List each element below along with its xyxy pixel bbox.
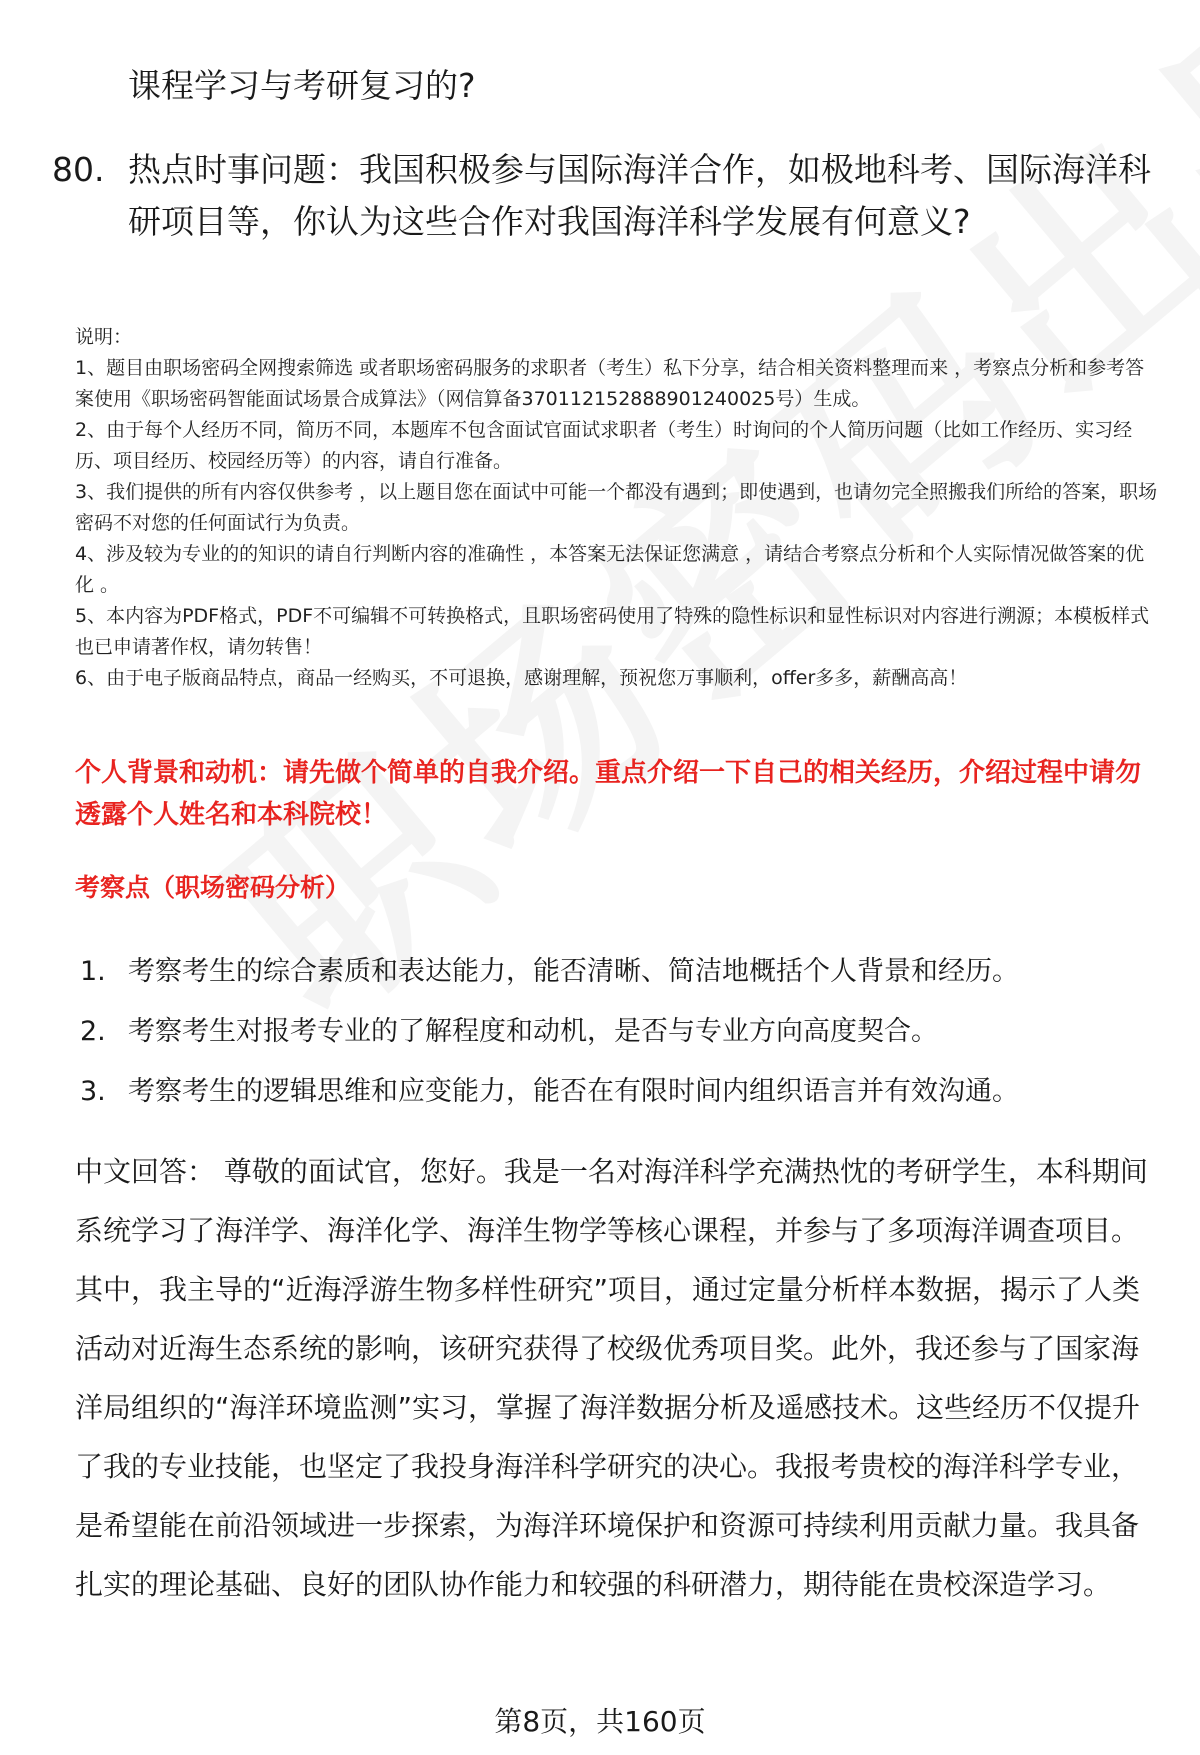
question-text: 热点时事问题：我国积极参与国际海洋合作，如极地科考、国际海洋科研项目等，你认为这些合作对我国海洋科学发展有何意义? [128, 150, 1151, 241]
list-text: 考察考生的逻辑思维和应变能力，能否在有限时间内组织语言并有效沟通。 [128, 1076, 1019, 1107]
page-footer: 第8页，共160页 [494, 1705, 706, 1738]
list-item [80, 942, 1170, 1002]
note-item: 4、涉及较为专业的的知识的请自行判断内容的准确性 ，本答案无法保证您满意 ，请结合考察点分析和个人实际情况做答案的优化 。 [75, 543, 1145, 596]
note-item: 5、本内容为PDF格式，PDF不可编辑不可转换格式，且职场密码使用了特殊的隐性标识和显性标识对内容进行溯源；本模板样式也已申请著作权，请勿转售！ [75, 605, 1150, 658]
note-item: 2、由于每个人经历不同，简历不同，本题库不包含面试官面试求职者（考生）时询问的个人简历问题（比如工作经历、实习经历、项目经历、校园经历等）的内容，请自行准备。 [75, 419, 1133, 472]
question-80 [52, 144, 1162, 248]
list-number: 1. [80, 956, 106, 987]
list-item [80, 1002, 1170, 1062]
notes-heading: 说明： [75, 326, 133, 348]
answer-paragraph: 中文回答： 尊敬的面试官，您好。我是一名对海洋科学充满热忱的考研学生，本科期间系统学习了海洋学、海洋化学、海洋生物学等核心课程，并参与了多项海洋调查项目。其中，我主导的“近海浮游生物多样性研究”项目，通过定量分析样本数据，揭示了人类活动对近海生态系统的影响，该研究获得了校级优秀项目奖。此外，我还参与了国家海洋局组织的“海洋环境监测”实习，掌握了海洋数据分析及遥感技术。这些经历不仅提升了我的专业技能，也坚定了我投身海洋科学研究的决心。我报考贵校的海洋科学专业，是希望能在前沿领域进一步探索，为海洋环境保护和资源可持续利用贡献力量。我具备扎实的理论基础、良好的团队协作能力和较强的科研潜力，期待能在贵校深造学习。 [75, 1155, 1148, 1601]
analysis-heading: 考察点（职场密码分析） [75, 873, 351, 902]
section-title: 个人背景和动机：请先做个简单的自我介绍。重点介绍一下自己的相关经历，介绍过程中请勿透露个人姓名和本科院校！ [75, 758, 1142, 830]
note-item: 3、我们提供的所有内容仅供参考 ，以上题目您在面试中可能一个都没有遇到；即使遇到，也请勿完全照搬我们所给的答案，职场密码不对您的任何面试行为负责。 [75, 481, 1158, 534]
note-item: 6、由于电子版商品特点，商品一经购买，不可退换，感谢理解，预祝您万事顺利，offer多多，薪酬高高！ [75, 667, 968, 689]
analysis-points [80, 942, 1170, 1122]
list-number: 3. [80, 1076, 106, 1107]
list-text: 考察考生的综合素质和表达能力，能否清晰、简洁地概括个人背景和经历。 [128, 956, 1019, 987]
notes-block [75, 322, 1160, 694]
list-number: 2. [80, 1016, 106, 1047]
list-text: 考察考生对报考专业的了解程度和动机，是否与专业方向高度契合。 [128, 1016, 938, 1047]
list-item [80, 1062, 1170, 1122]
question-continuation: 课程学习与考研复习的? [128, 66, 476, 105]
question-number: 80. [52, 150, 105, 189]
note-item: 1、题目由职场密码全网搜索筛选 或者职场密码服务的求职者（考生）私下分享，结合相关资料整理而来 ，考察点分析和参考答案使用《职场密码智能面试场景合成算法》（网信算备370112152888901240025号）生成。 [75, 357, 1145, 410]
